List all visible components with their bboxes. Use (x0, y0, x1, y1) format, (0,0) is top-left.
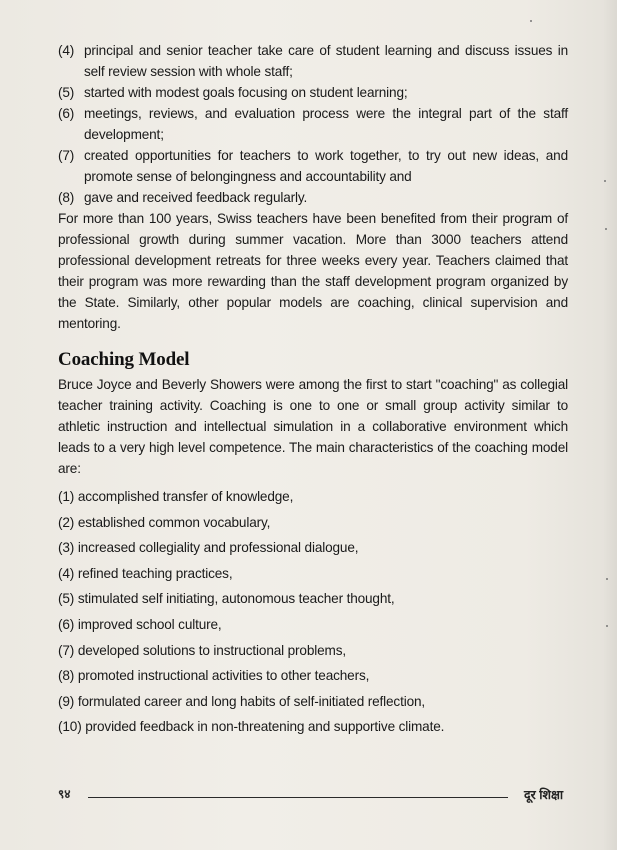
list-item (58, 588, 568, 614)
page-footer (58, 785, 568, 805)
list-item-number: (10) (58, 719, 82, 735)
list-item-text: promoted instructional activities to other teachers, (77, 668, 370, 684)
list-item (58, 640, 568, 666)
print-speck (606, 578, 608, 580)
list-item-number: (2) (58, 514, 75, 530)
swiss-paragraph: For more than 100 years, Swiss teachers have been benefited from their program of professional growth during summer vacation. More than 3000 teachers attend professional development retreats for three weeks every year. Teachers claimed that their program was more rewarding than the staff development program organized by the State. Similarly, other popular models are coaching, clinical supervision and mentoring. (58, 211, 568, 331)
print-speck (605, 228, 607, 230)
list-item-number: (8) (58, 668, 75, 684)
list-item (58, 486, 568, 512)
list-item-number: (6) (58, 616, 75, 632)
list-item-text: started with modest goals focusing on student learning; (84, 85, 408, 100)
list-item-number: (7) (58, 642, 75, 658)
list-item (58, 716, 568, 742)
list-item (58, 187, 568, 208)
list-item-text: gave and received feedback regularly. (84, 190, 308, 205)
list-item-number: (4) (58, 43, 75, 58)
print-speck (606, 625, 608, 627)
list-item (58, 512, 568, 538)
list-item (58, 614, 568, 640)
list-item-text: established common vocabulary, (77, 514, 271, 530)
continued-list (58, 40, 568, 208)
list-item-number: (4) (58, 565, 75, 581)
section-heading: Coaching Model (58, 349, 190, 370)
list-item (58, 691, 568, 717)
print-speck (530, 20, 532, 22)
list-item-number: (3) (58, 540, 75, 556)
list-item (58, 563, 568, 589)
list-item-text: principal and senior teacher take care of student learning and discuss issues in self review session with whole staff; (84, 43, 568, 79)
list-item-number: (1) (58, 489, 75, 504)
list-item (58, 82, 568, 103)
page-edge-shadow (603, 0, 617, 850)
list-item-number: (6) (58, 106, 75, 121)
list-item-text: formulated career and long habits of self-initiated reflection, (77, 693, 426, 709)
list-item-text: developed solutions to instructional problems, (77, 642, 346, 658)
list-item-number: (7) (58, 148, 75, 163)
list-item-text: created opportunities for teachers to work together, to try out new ideas, and promote sense of belongingness and accountability and (84, 148, 568, 184)
list-item (58, 145, 568, 187)
coaching-intro-paragraph: Bruce Joyce and Beverly Showers were among the first to start "coaching" as collegial teacher training activity. Coaching is one to one or small group activity similar to athletic instruction and intellectual simulation in a collaborative environment which leads to a very high level competence. The main characteristics of the coaching model are: (58, 377, 568, 476)
list-item-number: (5) (58, 85, 75, 100)
list-item-text: provided feedback in non-threatening and supportive climate. (85, 719, 445, 735)
list-item-number: (5) (58, 591, 75, 607)
page-content (58, 40, 568, 742)
list-item-number: (9) (58, 693, 75, 709)
list-item (58, 537, 568, 563)
characteristics-list (58, 486, 568, 742)
print-speck (604, 180, 606, 182)
list-item (58, 665, 568, 691)
list-item-text: increased collegiality and professional dialogue, (77, 540, 359, 556)
list-item-text: improved school culture, (77, 616, 222, 632)
list-item-text: meetings, reviews, and evaluation process were the integral part of the staff development; (84, 106, 568, 142)
journal-title: दूर शिक्षा (524, 788, 564, 802)
list-item (58, 40, 568, 82)
footer-rule (88, 797, 508, 798)
list-item-text: accomplished transfer of knowledge, (77, 489, 294, 504)
list-item-number: (8) (58, 190, 75, 205)
page-number: ९४ (58, 787, 71, 801)
list-item-text: refined teaching practices, (77, 565, 233, 581)
list-item-text: stimulated self initiating, autonomous teacher thought, (77, 591, 395, 607)
list-item (58, 103, 568, 145)
